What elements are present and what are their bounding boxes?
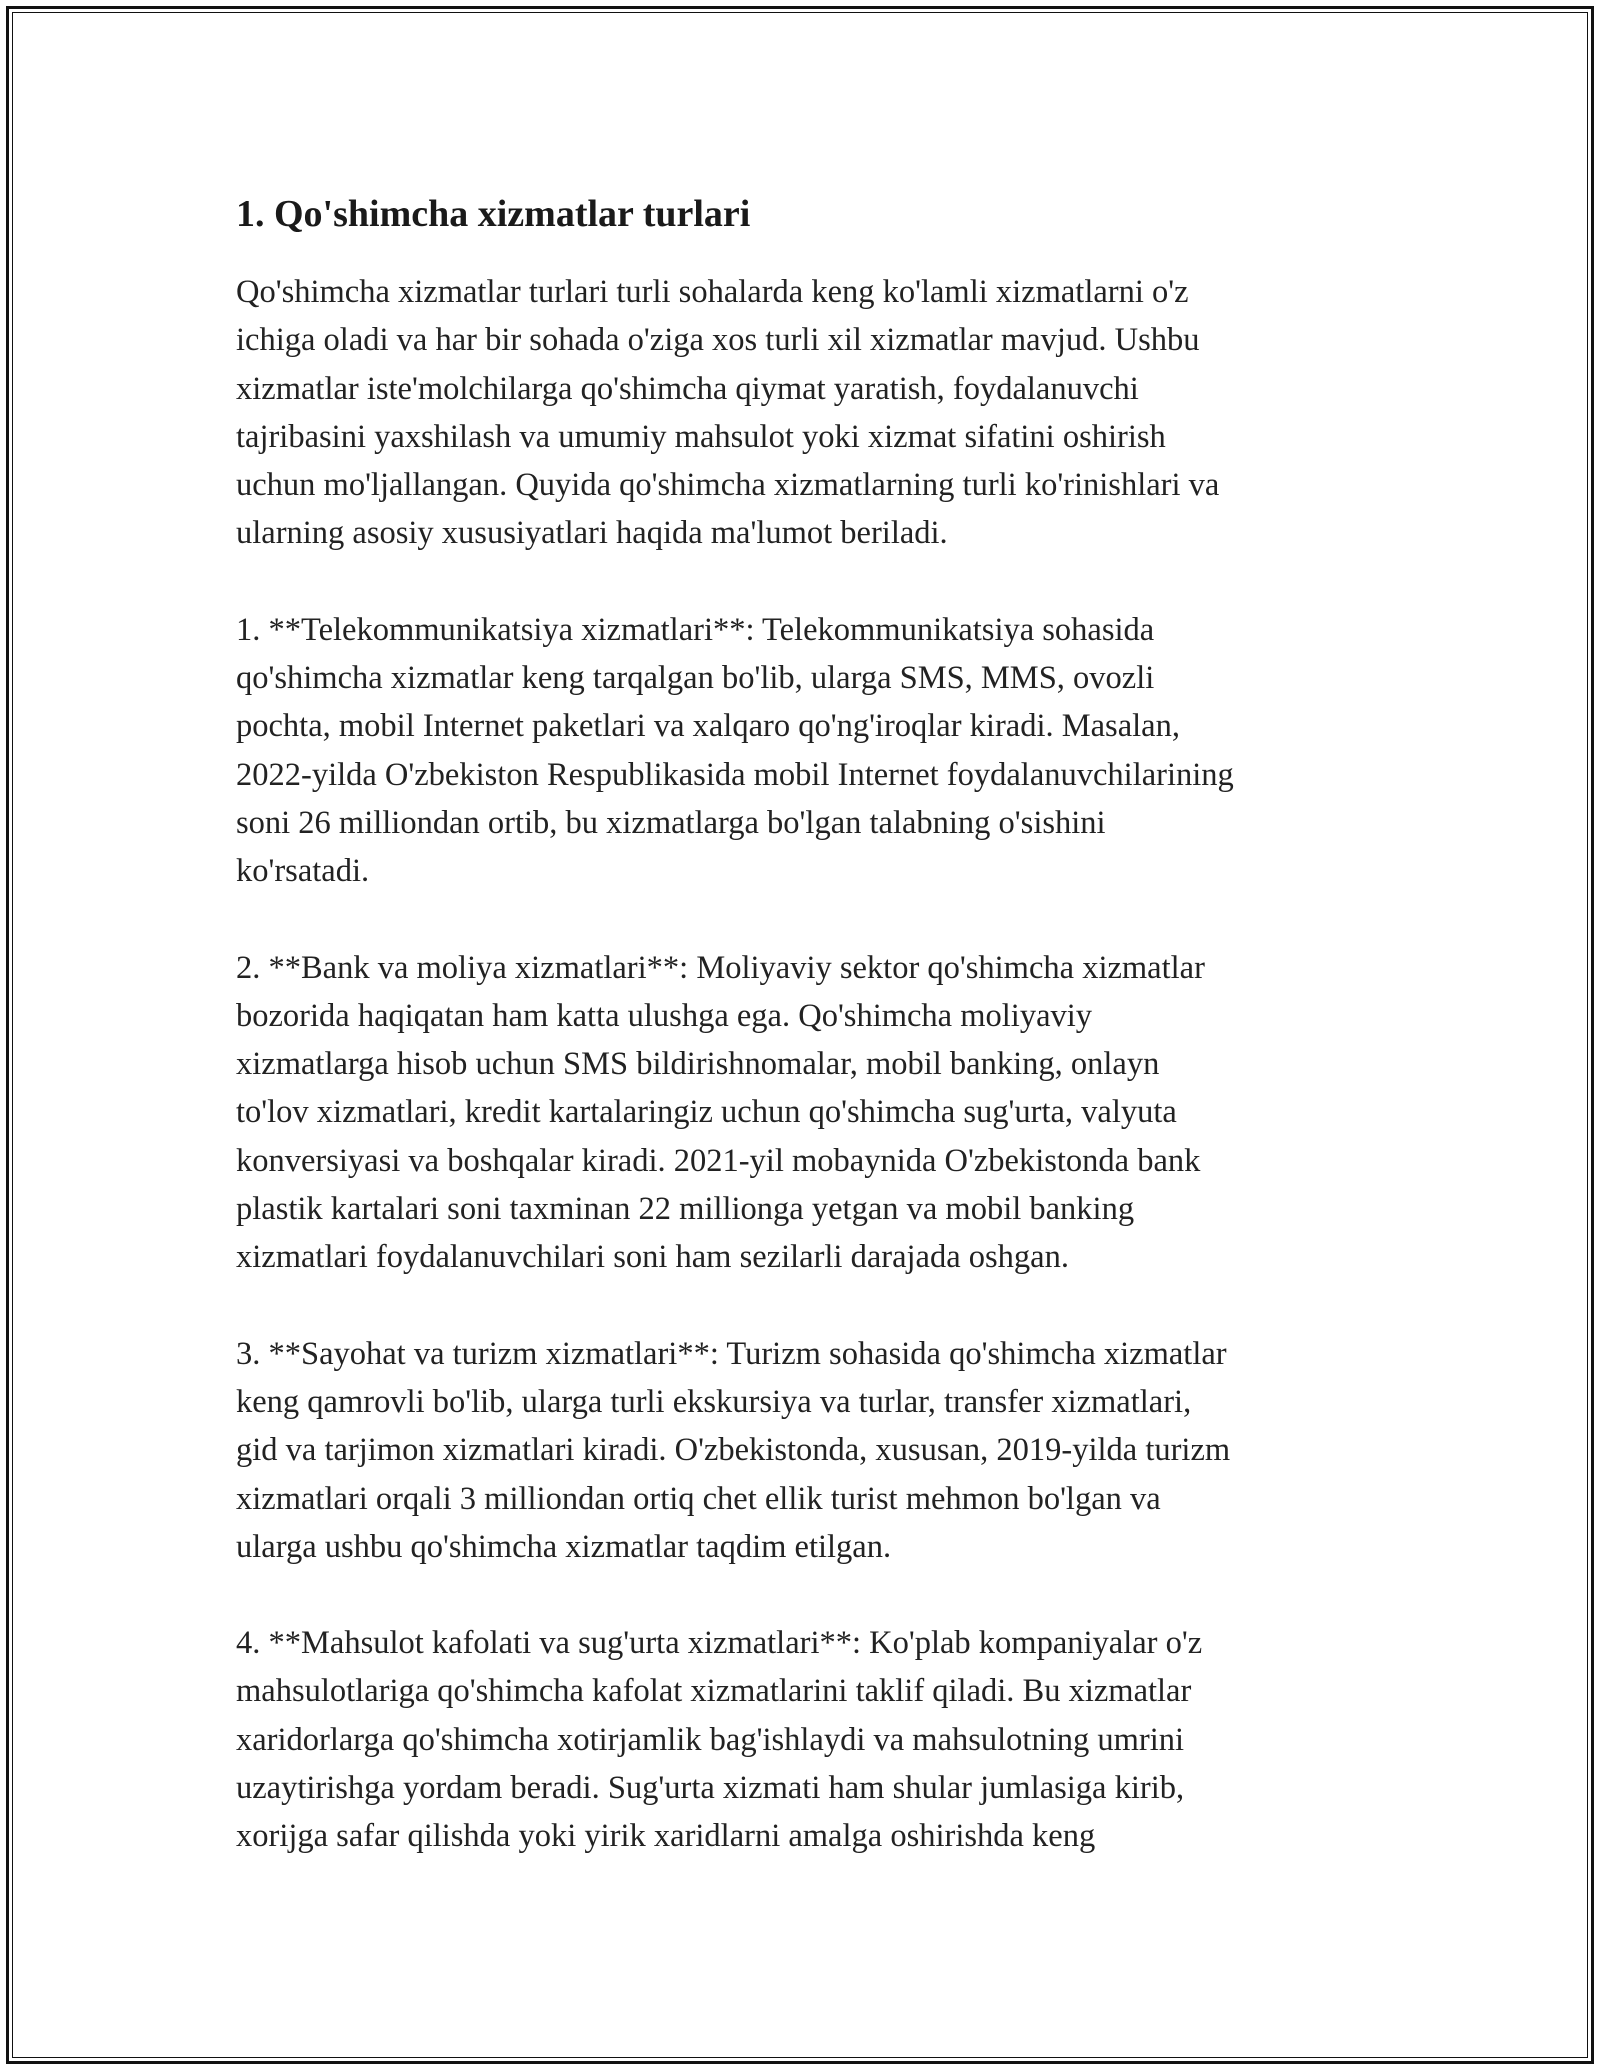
banking-services-paragraph: 2. **Bank va moliya xizmatlari**: Moliyaviy sektor qo'shimcha xizmatlar bozorida haqiqatan ham katta ulushga ega. Qo'shimcha moliyaviy xizmatlarga hisob uchun SMS bildirishnomalar, mobil banking, onlayn to'lov xizmatlari, kredit kartalaringiz uchun qo'shimcha sug'urta, valyuta konversiyasi va boshqalar kiradi. 2021-yil mobaynida O'zbekistonda bank plastik kartalari soni taxminan 22 millionga yetgan va mobil banking xizmatlari foydalanuvchilari soni ham sezilarli darajada oshgan. [236,949,1205,1276]
document-body [236,185,1386,1909]
section-title: 1. Qo'shimcha xizmatlar turlari [236,193,751,235]
warranty-insurance-paragraph: 4. **Mahsulot kafolati va sug'urta xizmatlari**: Ko'plab kompaniyalar o'z mahsulotlariga qo'shimcha kafolat xizmatlarini taklif qiladi. Bu xizmatlar xaridorlarga qo'shimcha xotirjamlik bag'ishlaydi va mahsulotning umrini uzaytirishga yordam beradi. Sug'urta xizmati ham shular jumlasiga kirib, xorijga safar qilishda yoki yirik xaridlarni amalga oshirishda keng [236,1625,1203,1855]
telecom-services-paragraph: 1. **Telekommunikatsiya xizmatlari**: Telekommunikatsiya sohasida qo'shimcha xizmatlar keng tarqalgan bo'lib, ularga SMS, MMS, ovozli pochta, mobil Internet paketlari va xalqaro qo'ng'iroqlar kiradi. Masalan, 2022-yilda O'zbekiston Respublikasida mobil Internet foydalanuvchilarining soni 26 milliondan ortib, bu xizmatlarga bo'lgan talabning o'sishini ko'rsatadi. [236,611,1234,890]
tourism-services-paragraph: 3. **Sayohat va turizm xizmatlari**: Turizm sohasida qo'shimcha xizmatlar keng qamrovli bo'lib, ularga turli ekskursiya va turlar, transfer xizmatlari, gid va tarjimon xizmatlari kiradi. O'zbekistonda, xususan, 2019-yilda turizm xizmatlari orqali 3 milliondan ortiq chet ellik turist mehmon bo'lgan va ularga ushbu qo'shimcha xizmatlar taqdim etilgan. [236,1335,1231,1565]
intro-paragraph: Qo'shimcha xizmatlar turlari turli sohalarda keng ko'lamli xizmatlarni o'z ichiga oladi va har bir sohada o'ziga xos turli xil xizmatlar mavjud. Ushbu xizmatlar iste'molchilarga qo'shimcha qiymat yaratish, foydalanuvchi tajribasini yaxshilash va umumiy mahsulot yoki xizmat sifatini oshirish uchun mo'ljallangan. Quyida qo'shimcha xizmatlarning turli ko'rinishlari va ularning asosiy xususiyatlari haqida ma'lumot beriladi. [236,274,1220,552]
